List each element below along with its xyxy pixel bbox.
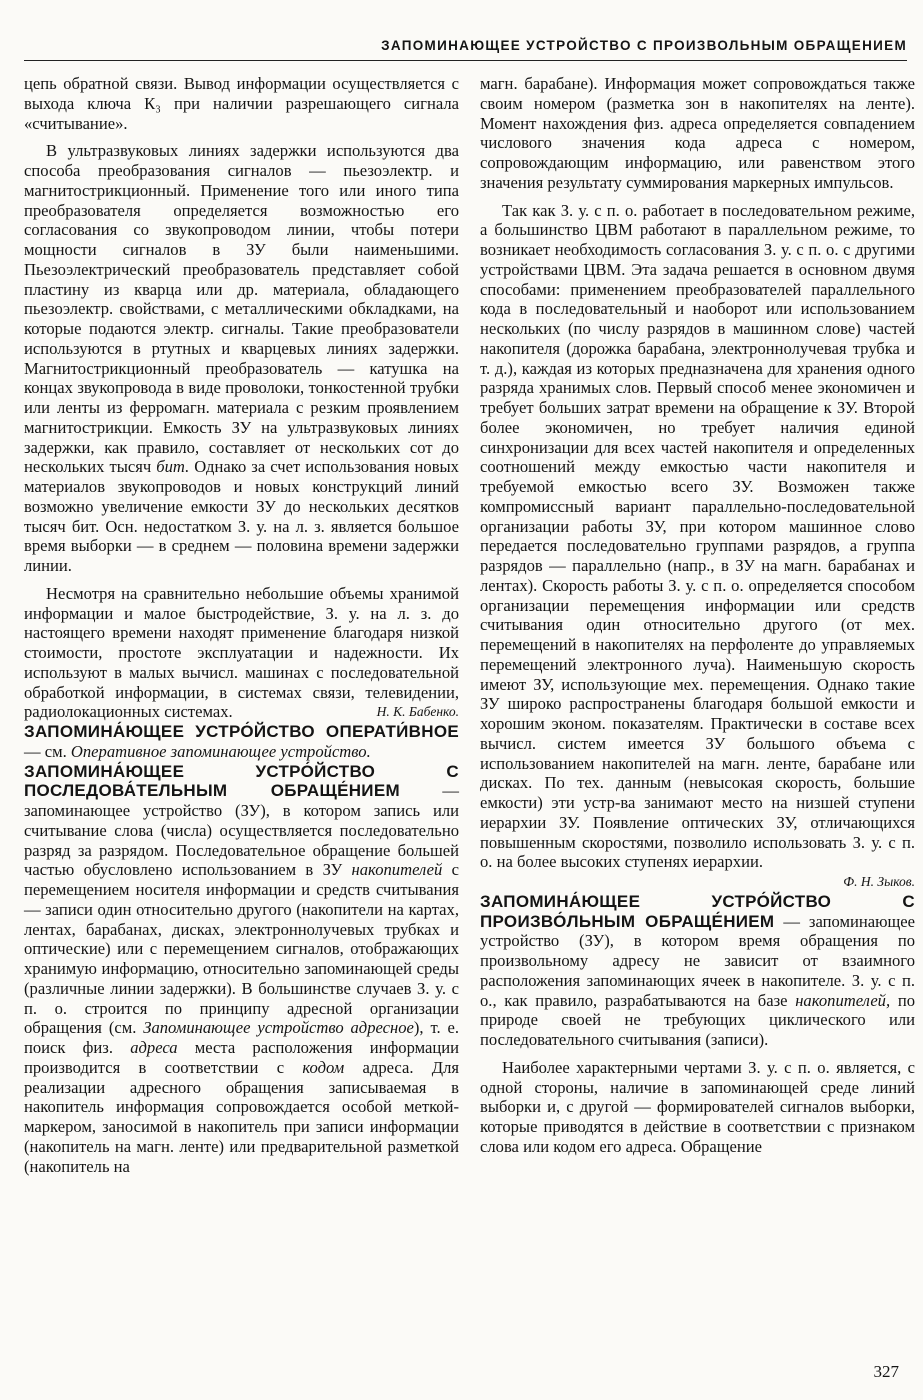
entry-title: ЗАПОМИНА́ЮЩЕЕ УСТРО́ЙСТВО ОПЕРАТИ́ВНОЕ xyxy=(24,722,459,741)
entry-title: ЗАПОМИНА́ЮЩЕЕ УСТРО́ЙСТВО С ПРОИЗВО́ЛЬНЫМ ОБРАЩЕ́НИЕМ xyxy=(480,891,915,931)
paragraph: Наиболее характерными чертами З. у. с п. о. является, с одной стороны, наличие в запоминающей среде линий выборки и, с другой — формирователей сигналов выборки, которые приводятся в действие в соответствии с признаком слова или кодом его адреса. Обращение xyxy=(480,1057,915,1156)
paragraph: Так как З. у. с п. о. работает в последовательном режиме, а большинство ЦВМ работают в параллельном режиме, то возникает необходимость согласования З. у. с п. о. с другими устройствами ЦВМ. Эта задача решается в основном двумя способами: применением преобразователей параллельного кода в последовательный и наоборот или использованием нескольких (по числу разрядов в машинном слове) частей накопителя (дорожка барабана, электроннолучевая трубка и т. д.), каждая из которых предназначена для хранения одного разряда хранимых слов. Первый способ менее экономичен и требует больших затрат времени на обращение к ЗУ. Второй более экономичен, но требует наличия единой синхронизации для всех частей накопителя и определенных соотношений между емкостью части накопителя и требуемой емкостью всего ЗУ. Возможен также компромиссный вариант параллельно-последовательной организации работы ЗУ, при котором машинное слово передается последовательно группами разрядов, а группа разрядов — параллельно (напр., в ЗУ на магн. барабанах и лентах). Скорость работы З. у. с п. о. определяется способом организации перемещения информации или средств считывания один относительно другого (от мех. перемещений в накопителях на перфоленте до управляемых перемещений электронного луча). Наименьшую скорость имеют ЗУ, использующие мех. перемещения. Однако такие ЗУ широко распространены благодаря большой емкости и хорошим эконом. показателям. Практически в составе всех вычисл. систем имеется ЗУ большого объема с использованием накопителей на магн. ленте, барабане или дисках. По тех. данным (невысокая скорость, большие емкости) эти устр-ва занимают место на низшей ступени иерархии ЗУ. Появление оптических ЗУ, отличающихся повышенным скоростями, позволило использовать З. у. с п. о. на более высоких ступенях иерархии. xyxy=(480,200,915,872)
entry-title: ЗАПОМИНА́ЮЩЕЕ УСТРО́ЙСТВО С ПОСЛЕДОВА́ТЕЛЬНЫМ ОБРАЩЕ́НИЕМ xyxy=(24,761,459,801)
left-column xyxy=(24,74,459,1176)
entry-operative: ЗАПОМИНА́ЮЩЕЕ УСТРО́ЙСТВО ОПЕРАТИ́ВНОЕ — см. Оперативное запоминающее устройство. xyxy=(24,722,459,761)
running-head: ЗАПОМИНАЮЩЕЕ УСТРОЙСТВО С ПРОИЗВОЛЬНЫМ ОБРАЩЕНИЕМ xyxy=(24,38,907,61)
paragraph: В ультразвуковых линиях задержки используются два способа преобразования сигналов — пьезоэлектр. и магнитострикционный. Применение того или иного типа преобразователя определяется возможностью его согласования со звукопроводом линии, чтобы потери мощности сигналов в ЗУ были наименьшими. Пьезоэлектрический преобразователь представляет собой пластину из кварца или др. материала, обладающего пьезоэлектр. свойствами, с металлическими обкладками, на которые подаются электр. сигналы. Такие преобразователи используются в ртутных и кварцевых линиях задержки. Магнитострикционный преобразователь — катушка на концах звукопровода в виде проволоки, тонкостенной трубки или ленты из ферромагн. материала с резким проявлением магнитострикции. Емкость ЗУ на ультразвуковых линиях задержки, как правило, составляет от нескольких сот до нескольких тысяч бит. Однако за счет использования новых материалов звукопроводов и новых конструкций линий возможно увеличение емкости ЗУ до нескольких десятков тысяч бит. Осн. недостатком З. у. на л. з. является большое время выборки — в среднем — половина времени задержки линии. xyxy=(24,141,459,575)
author-signature: Н. К. Бабенко. xyxy=(376,704,459,720)
page-number: 327 xyxy=(873,1362,899,1381)
paragraph: Несмотря на сравнительно небольшие объемы хранимой информации и малое быстродействие, З. у. на л. з. до настоящего времени находят применение благодаря низкой стоимости, простоте эксплуатации и надежности. Их используют в малых вычисл. машинах с последовательной обработкой информации, в системах связи, телевидении, радиолокационных системах. xyxy=(24,583,459,722)
paragraph: цепь обратной связи. Вывод информации осуществляется с выхода ключа К₃ при наличии разрешающего сигнала «считывание». xyxy=(24,74,459,133)
cross-reference-link[interactable]: Оперативное запоминающее устройство. xyxy=(70,741,371,761)
paragraph: магн. барабане). Информация может сопровождаться также своим номером (разметка зон в накопителях на ленте). Момент нахождения физ. адреса определяется совпадением числового значения кода адреса с номером, сопровождающим информацию, или равенством этого значения результату суммирования маркерных импульсов. xyxy=(480,74,915,192)
entry-sequential: ЗАПОМИНА́ЮЩЕЕ УСТРО́ЙСТВО С ПОСЛЕДОВА́ТЕЛЬНЫМ ОБРАЩЕ́НИЕМ — запоминающее устройство (ЗУ), в котором запись или считывание слова (числа) осуществляется последовательно разряд за разрядом. Последовательное обращение большей частью обусловлено использованием в ЗУ накопителей с перемещением носителя информации и средств считывания — записи один относительно другого (накопители на картах, лентах, барабанах, дисках, электроннолучевых трубках и оптические) или с перемещением сигналов, отображающих хранимую информацию, относительно запоминающей среды (различные линии задержки). В большинстве случаев З. у. с п. о. строится по принципу адресной организации обращения (см. Запоминающее устройство адресное), т. е. поиск физ. адреса места расположения информации производится в соответствии с кодом адреса. Для реализации адресного обращения записываемая в накопитель информация сопровождается особой меткой-маркером, заносимой в накопитель при записи информации (накопитель на магн. ленте) или предварительной разметкой (накопитель на xyxy=(24,761,460,1176)
right-column xyxy=(480,74,915,1157)
author-signature: Ф. Н. Зыков. xyxy=(843,874,915,889)
entry-random-access: ЗАПОМИНА́ЮЩЕЕ УСТРО́ЙСТВО С ПРОИЗВО́ЛЬНЫМ ОБРАЩЕ́НИЕМ — запоминающее устройство (ЗУ), в котором время обращения по произвольному адресу не зависит от взаимного расположения запоминающих ячеек в накопителе. З. у. с п. о., как правило, разрабатываются на базе накопителей, по природе своей не требующих циклического или последовательного считывания (записи). xyxy=(480,891,916,1049)
